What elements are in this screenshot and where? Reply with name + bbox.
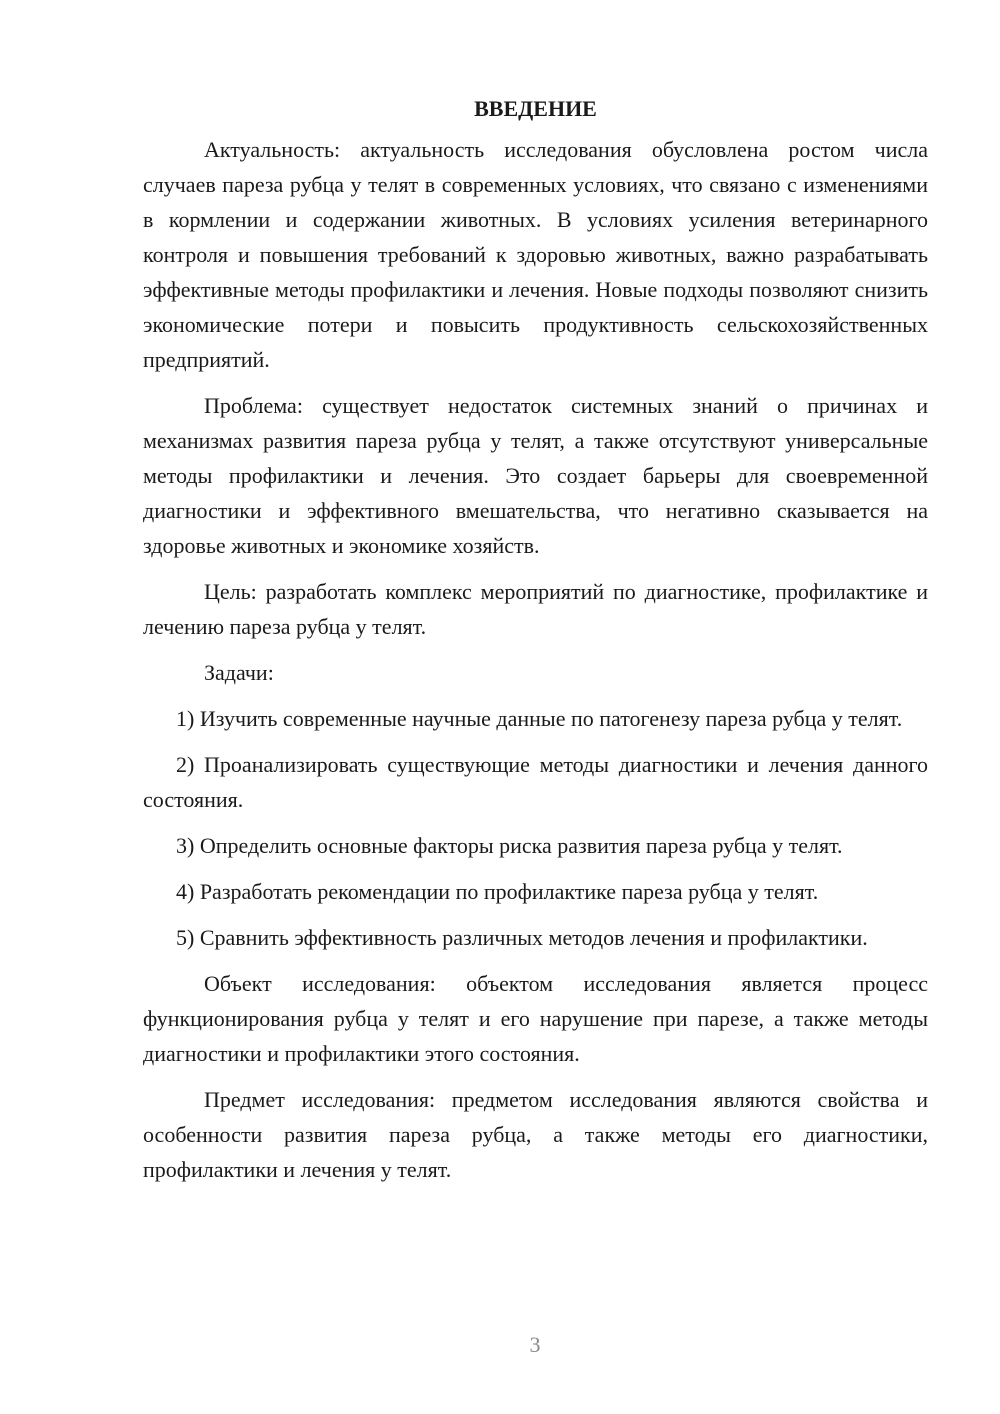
task-item: 2) Проанализировать существующие методы диагностики и лечения данного состояния. — [143, 752, 928, 812]
paragraph-relevance: Актуальность: актуальность исследования обусловлена ростом числа случаев пареза рубца у телят в современных условиях, что связано с изменениями в кормлении и содержании животных. В условиях усиления ветеринарного контроля и повышения требований к здоровью животных, важно разрабатывать эффективные методы профилактики и лечения. Новые подходы позволяют снизить экономические потери и повысить продуктивность сельскохозяйственных предприятий. — [143, 137, 928, 372]
paragraph-problem: Проблема: существует недостаток системных знаний о причинах и механизмах развития пареза рубца у телят, а также отсутствуют универсальные методы профилактики и лечения. Это создает барьеры для своевременной диагностики и эффективного вмешательства, что негативно сказывается на здоровье животных и экономике хозяйств. — [143, 393, 928, 558]
task-item: 4) Разработать рекомендации по профилактике пареза рубца у телят. — [176, 879, 819, 904]
page-title: ВВЕДЕНИЕ — [474, 96, 597, 121]
page-content — [143, 90, 928, 1198]
page-number: 3 — [529, 1332, 541, 1357]
task-item: 1) Изучить современные научные данные по патогенезу пареза рубца у телят. — [176, 706, 903, 731]
task-item: 5) Сравнить эффективность различных методов лечения и профилактики. — [176, 925, 868, 950]
paragraph-subject: Предмет исследования: предметом исследования являются свойства и особенности развития пареза рубца, а также методы его диагностики, профилактики и лечения у телят. — [143, 1087, 928, 1182]
paragraph-goal: Цель: разработать комплекс мероприятий по диагностике, профилактике и лечению пареза рубца у телят. — [143, 579, 928, 639]
tasks-heading: Задачи: — [204, 660, 274, 685]
task-item: 3) Определить основные факторы риска развития пареза рубца у телят. — [176, 833, 843, 858]
paragraph-object: Объект исследования: объектом исследования является процесс функционирования рубца у телят и его нарушение при парезе, а также методы диагностики и профилактики этого состояния. — [143, 971, 928, 1066]
